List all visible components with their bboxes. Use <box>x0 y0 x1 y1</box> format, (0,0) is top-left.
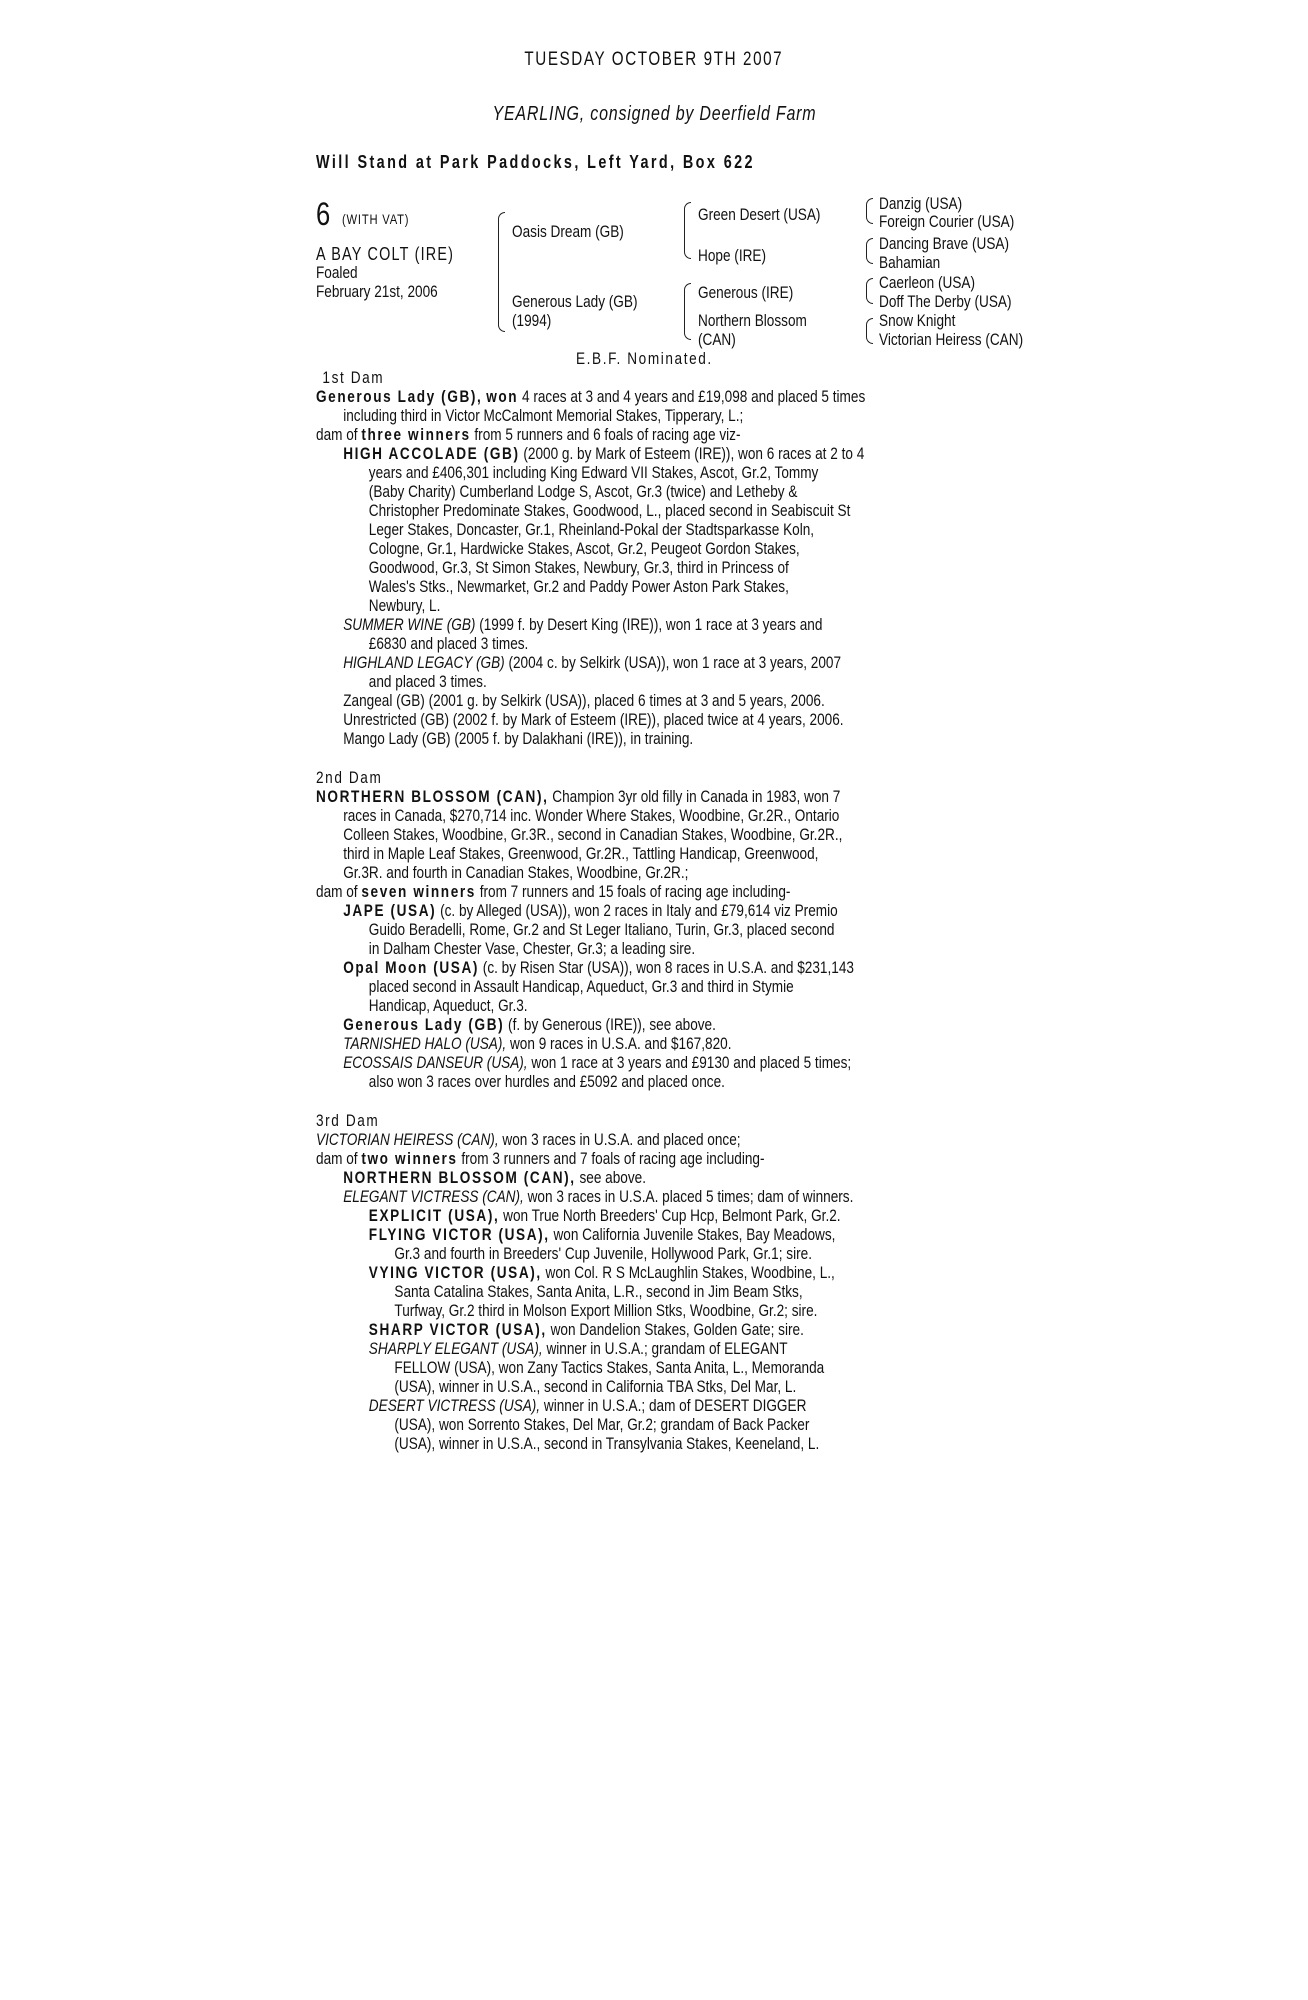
first-dam-intro-2: including third in Victor McCalmont Memorial Stakes, Tipperary, L.; <box>343 406 744 425</box>
first-dam-heading: 1st Dam <box>322 368 385 387</box>
progeny-mango-lady: Mango Lady (GB) (2005 f. by Dalakhani (IRE)), in training. <box>343 729 694 748</box>
ebf-nomination: E.B.F. Nominated. <box>576 349 713 368</box>
pedigree-dam-dam: Northern Blossom <box>698 311 807 330</box>
progeny-ecossais-danseur: ECOSSAIS DANSEUR (USA), won 1 race at 3 years and £9130 and placed 5 times; <box>343 1053 852 1072</box>
progeny-high-accolade: HIGH ACCOLADE (GB) (2000 g. by Mark of Esteem (IRE)), won 6 races at 2 to 4 <box>343 444 865 463</box>
pedigree-sire: Oasis Dream (GB) <box>512 222 624 241</box>
progeny-high-accolade-l5: Leger Stakes, Doncaster, Gr.1, Rheinland-Pokal der Stadtsparkasse Koln, <box>368 520 815 539</box>
progeny-ecossais-danseur-l2: also won 3 races over hurdles and £5092 and placed once. <box>368 1072 725 1091</box>
progeny-generous-lady: Generous Lady (GB) (f. by Generous (IRE)), see above. <box>343 1015 716 1034</box>
progeny-summer-wine: SUMMER WINE (GB) (1999 f. by Desert King (IRE)), won 1 race at 3 years and <box>343 615 823 634</box>
progeny-tarnished-halo: TARNISHED HALO (USA), won 9 races in U.S.A. and $167,820. <box>343 1034 732 1053</box>
progeny-flying-victor-l2: Gr.3 and fourth in Breeders' Cup Juvenile, Hollywood Park, Gr.1; sire. <box>394 1244 812 1263</box>
pedigree-g4: Bahamian <box>879 253 941 272</box>
progeny-sharply-elegant-l2: FELLOW (USA), won Zany Tactics Stakes, Santa Anita, L., Memoranda <box>394 1358 825 1377</box>
second-dam-intro: NORTHERN BLOSSOM (CAN), Champion 3yr old filly in Canada in 1983, won 7 <box>316 787 841 806</box>
progeny-desert-victress-l3: (USA), winner in U.S.A., second in Transylvania Stakes, Keeneland, L. <box>394 1434 820 1453</box>
second-dam-dam-of: dam of seven winners from 7 runners and 15 foals of racing age including- <box>316 882 791 901</box>
stand-location: Will Stand at Park Paddocks, Left Yard, Box 622 <box>316 152 755 172</box>
progeny-sharply-elegant: SHARPLY ELEGANT (USA), winner in U.S.A.; grandam of ELEGANT <box>368 1339 788 1358</box>
third-dam-dam-of: dam of two winners from 3 runners and 7 foals of racing age including- <box>316 1149 765 1168</box>
progeny-vying-victor: VYING VICTOR (USA), won Col. R S McLaughlin Stakes, Woodbine, L., <box>368 1263 835 1282</box>
progeny-high-accolade-l4: Christopher Predominate Stakes, Goodwood, L., placed second in Seabiscuit St <box>368 501 851 520</box>
third-dam-heading: 3rd Dam <box>316 1111 380 1130</box>
first-dam-dam-of: dam of three winners from 5 runners and 6 foals of racing age viz- <box>316 425 741 444</box>
pedigree-dam: Generous Lady (GB) <box>512 292 638 311</box>
pedigree-brace-g3 <box>866 278 873 304</box>
progeny-jape: JAPE (USA) (c. by Alleged (USA)), won 2 races in Italy and £79,614 viz Premio <box>343 901 838 920</box>
progeny-high-accolade-l9: Newbury, L. <box>368 596 441 615</box>
vat-note: (WITH VAT) <box>342 211 410 227</box>
progeny-desert-victress: DESERT VICTRESS (USA), winner in U.S.A.; dam of DESERT DIGGER <box>368 1396 807 1415</box>
pedigree-g5: Caerleon (USA) <box>879 273 975 292</box>
progeny-opal-moon-l3: Handicap, Aqueduct, Gr.3. <box>368 996 528 1015</box>
third-dam-intro: VICTORIAN HEIRESS (CAN), won 3 races in U.S.A. and placed once; <box>316 1130 741 1149</box>
progeny-vying-victor-l2: Santa Catalina Stakes, Santa Anita, L.R., second in Jim Beam Stks, <box>394 1282 803 1301</box>
progeny-vying-victor-l3: Turfway, Gr.2 third in Molson Export Million Stks, Woodbine, Gr.2; sire. <box>394 1301 818 1320</box>
progeny-high-accolade-l2: years and £406,301 including King Edward VII Stakes, Ascot, Gr.2, Tommy <box>368 463 819 482</box>
progeny-desert-victress-l2: (USA), won Sorrento Stakes, Del Mar, Gr.2; grandam of Back Packer <box>394 1415 810 1434</box>
foaled-date: February 21st, 2006 <box>316 282 438 301</box>
progeny-highland-legacy-l2: and placed 3 times. <box>368 672 487 691</box>
lot-number: 6 <box>316 196 331 232</box>
second-dam-intro-4: third in Maple Leaf Stakes, Greenwood, Gr.2R., Tattling Handicap, Greenwood, <box>343 844 819 863</box>
first-dam-section <box>316 368 1136 748</box>
pedigree-g6: Doff The Derby (USA) <box>879 292 1012 311</box>
pedigree-g2: Foreign Courier (USA) <box>879 212 1015 231</box>
pedigree-g3: Dancing Brave (USA) <box>879 234 1010 253</box>
sale-date: TUESDAY OCTOBER 9TH 2007 <box>524 49 784 70</box>
progeny-explicit: EXPLICIT (USA), won True North Breeders' Cup Hcp, Belmont Park, Gr.2. <box>368 1206 841 1225</box>
progeny-summer-wine-l2: £6830 and placed 3 times. <box>368 634 529 653</box>
second-dam-intro-5: Gr.3R. and fourth in Canadian Stakes, Woodbine, Gr.2R.; <box>343 863 689 882</box>
pedigree-brace-g1 <box>866 198 873 224</box>
pedigree-dam-dam-origin: (CAN) <box>698 330 736 349</box>
progeny-unrestricted: Unrestricted (GB) (2002 f. by Mark of Esteem (IRE)), placed twice at 4 years, 2006. <box>343 710 844 729</box>
progeny-elegant-victress: ELEGANT VICTRESS (CAN), won 3 races in U.S.A. placed 5 times; dam of winners. <box>343 1187 854 1206</box>
progeny-sharp-victor: SHARP VICTOR (USA), won Dandelion Stakes, Golden Gate; sire. <box>368 1320 804 1339</box>
pedigree-g8: Victorian Heiress (CAN) <box>879 330 1024 349</box>
progeny-high-accolade-l7: Goodwood, Gr.3, St Simon Stakes, Newbury, Gr.3, third in Princess of <box>368 558 789 577</box>
second-dam-section <box>316 768 1136 1091</box>
consignor-line: YEARLING, consigned by Deerfield Farm <box>492 103 816 125</box>
first-dam-intro: Generous Lady (GB), won 4 races at 3 and 4 years and £19,098 and placed 5 times <box>316 387 866 406</box>
progeny-sharply-elegant-l3: (USA), winner in U.S.A., second in California TBA Stks, Del Mar, L. <box>394 1377 797 1396</box>
progeny-zangeal: Zangeal (GB) (2001 g. by Selkirk (USA)), placed 6 times at 3 and 5 years, 2006. <box>343 691 825 710</box>
pedigree-sire-sire: Green Desert (USA) <box>698 205 821 224</box>
pedigree-brace-g4 <box>866 318 873 344</box>
progeny-flying-victor: FLYING VICTOR (USA), won California Juvenile Stakes, Bay Meadows, <box>368 1225 836 1244</box>
progeny-northern-blossom: NORTHERN BLOSSOM (CAN), see above. <box>343 1168 647 1187</box>
progeny-high-accolade-l6: Cologne, Gr.1, Hardwicke Stakes, Ascot, Gr.2, Peugeot Gordon Stakes, <box>368 539 800 558</box>
pedigree-brace-dam <box>684 283 691 340</box>
foaled-label: Foaled <box>316 263 358 282</box>
progeny-opal-moon: Opal Moon (USA) (c. by Risen Star (USA)), won 8 races in U.S.A. and $231,143 <box>343 958 854 977</box>
progeny-opal-moon-l2: placed second in Assault Handicap, Aqueduct, Gr.3 and third in Stymie <box>368 977 794 996</box>
pedigree-g7: Snow Knight <box>879 311 956 330</box>
progeny-highland-legacy: HIGHLAND LEGACY (GB) (2004 c. by Selkirk (USA)), won 1 race at 3 years, 2007 <box>343 653 842 672</box>
lot-description: A BAY COLT (IRE) <box>316 244 455 264</box>
pedigree-brace-sire <box>684 202 691 259</box>
progeny-jape-l3: in Dalham Chester Vase, Chester, Gr.3; a leading sire. <box>368 939 696 958</box>
pedigree-brace-main <box>498 212 505 332</box>
third-dam-section <box>316 1111 1136 1453</box>
second-dam-intro-3: Colleen Stakes, Woodbine, Gr.3R., second in Canadian Stakes, Woodbine, Gr.2R., <box>343 825 843 844</box>
progeny-high-accolade-l3: (Baby Charity) Cumberland Lodge S, Ascot, Gr.3 (twice) and Letheby & <box>368 482 798 501</box>
progeny-high-accolade-l8: Wales's Stks., Newmarket, Gr.2 and Paddy Power Aston Park Stakes, <box>368 577 789 596</box>
pedigree-brace-g2 <box>866 238 873 264</box>
second-dam-heading: 2nd Dam <box>316 768 383 787</box>
pedigree-g1: Danzig (USA) <box>879 194 963 213</box>
progeny-jape-l2: Guido Beradelli, Rome, Gr.2 and St Leger Italiano, Turin, Gr.3, placed second <box>368 920 835 939</box>
second-dam-intro-2: races in Canada, $270,714 inc. Wonder Where Stakes, Woodbine, Gr.2R., Ontario <box>343 806 840 825</box>
pedigree-dam-sire: Generous (IRE) <box>698 283 794 302</box>
pedigree-sire-dam: Hope (IRE) <box>698 246 767 265</box>
pedigree-dam-year: (1994) <box>512 311 552 330</box>
